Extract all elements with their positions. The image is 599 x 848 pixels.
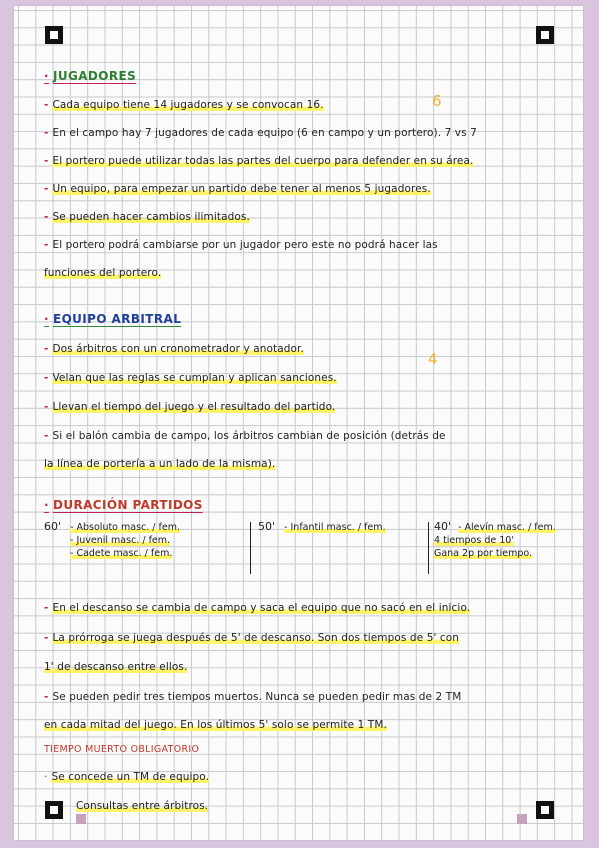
jugadores-line: funciones del portero.: [44, 267, 162, 279]
section-heading-arbitral: · EQUIPO ARBITRAL: [44, 312, 182, 326]
tiempo-muerto-line: · Se concede un TM de equipo.: [44, 771, 210, 783]
corner-marker-top-left: [45, 26, 63, 44]
arbitral-line: - Si el balón cambia de campo, los árbitros cambian de posición (detrás de: [44, 430, 446, 442]
duracion-line: en cada mitad del juego. En los últimos 5' solo se permite 1 TM.: [44, 719, 387, 731]
arbitral-line: - Llevan el tiempo del juego y el resultado del partido.: [44, 401, 336, 413]
tiempo-muerto-line: Consultas entre árbitros.: [76, 800, 209, 812]
duration-row: Gana 2p por tiempo.: [434, 548, 533, 559]
table-separator: [250, 522, 251, 574]
duration-time: 60': [44, 520, 62, 533]
arbitral-line: - Dos árbitros con un cronometrador y anotador.: [44, 343, 304, 355]
jugadores-line: - El portero puede utilizar todas las partes del cuerpo para defender en su área.: [44, 155, 474, 167]
jugadores-line: - El portero podrá cambiarse por un jugador pero este no podrá hacer las: [44, 239, 438, 251]
duracion-line: 1' de descanso entre ellos.: [44, 661, 188, 673]
tiempo-muerto-heading: TIEMPO MUERTO OBLIGATORIO: [44, 744, 200, 755]
notebook-page: [14, 6, 583, 840]
corner-marker-bottom-left: [45, 801, 63, 819]
duration-col-40: [434, 520, 579, 560]
jugadores-line: - Un equipo, para empezar un partido debe tener al menos 5 jugadores.: [44, 183, 431, 195]
duration-time: 50': [258, 520, 276, 533]
arbitral-line: - Velan que las reglas se cumplan y aplican sanciones.: [44, 372, 337, 384]
duration-col-60: [44, 520, 239, 560]
corner-square-right: [517, 814, 527, 824]
duration-row: - Juvenil masc. / fem.: [70, 535, 171, 546]
duration-col-50: [258, 520, 428, 534]
duration-row: - Cadete masc. / fem.: [70, 548, 173, 559]
corner-marker-top-right: [536, 26, 554, 44]
jugadores-line: - Se pueden hacer cambios ilimitados.: [44, 211, 250, 223]
section-heading-duracion: · DURACIÓN PARTIDOS: [44, 498, 203, 512]
duration-row: 4 tiempos de 10': [434, 535, 514, 546]
jugadores-line: - Cada equipo tiene 14 jugadores y se convocan 16.: [44, 99, 324, 111]
duracion-line: - Se pueden pedir tres tiempos muertos. Nunca se pueden pedir mas de 2 TM: [44, 691, 462, 703]
margin-number-4: 4: [428, 350, 438, 368]
table-separator: [428, 522, 429, 574]
margin-number-6: 6: [432, 92, 442, 110]
duration-time: 40': [434, 520, 452, 533]
corner-square-left: [76, 814, 86, 824]
duration-table: [44, 520, 556, 578]
section-heading-jugadores: · JUGADORES: [44, 69, 137, 83]
duracion-line: - La prórroga se juega después de 5' de descanso. Son dos tiempos de 5' con: [44, 632, 460, 644]
duration-row: - Alevín masc. / fem.: [458, 522, 556, 533]
duration-row: - Absoluto masc. / fem.: [70, 522, 180, 533]
duration-row: - Infantil masc. / fem.: [284, 522, 386, 533]
duracion-line: - En el descanso se cambia de campo y saca el equipo que no sacó en el inicio.: [44, 602, 471, 614]
arbitral-line: la línea de portería a un lado de la misma).: [44, 458, 276, 470]
jugadores-line: - En el campo hay 7 jugadores de cada equipo (6 en campo y un portero). 7 vs 7: [44, 127, 477, 139]
